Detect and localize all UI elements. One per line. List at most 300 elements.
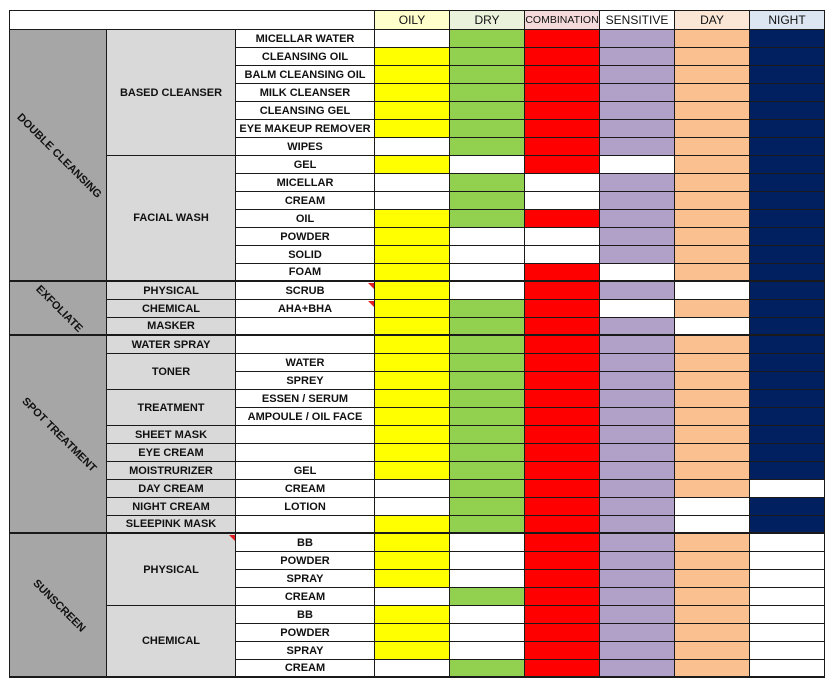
item-cell bbox=[236, 498, 375, 516]
color-cell-sensitive[interactable] bbox=[600, 120, 675, 138]
color-cell-oily[interactable] bbox=[375, 120, 450, 138]
color-cell-night[interactable] bbox=[750, 606, 825, 624]
color-cell-dry[interactable] bbox=[450, 462, 525, 480]
color-cell-oily[interactable] bbox=[375, 264, 450, 282]
color-cell-dry[interactable] bbox=[450, 552, 525, 570]
color-cell-day[interactable] bbox=[675, 480, 750, 498]
color-cell-oily[interactable] bbox=[375, 192, 450, 210]
category-cell bbox=[107, 426, 236, 444]
color-cell-oily[interactable] bbox=[375, 390, 450, 408]
color-cell-day[interactable] bbox=[675, 534, 750, 552]
color-cell-oily[interactable] bbox=[375, 102, 450, 120]
color-cell-day[interactable] bbox=[675, 426, 750, 444]
color-cell-dry[interactable] bbox=[450, 498, 525, 516]
color-cell-oily[interactable] bbox=[375, 606, 450, 624]
color-cell-sensitive[interactable] bbox=[600, 84, 675, 102]
color-cell-day[interactable] bbox=[675, 498, 750, 516]
color-cell-dry[interactable] bbox=[450, 444, 525, 462]
color-cell-sensitive[interactable] bbox=[600, 498, 675, 516]
color-cell-combination[interactable] bbox=[525, 210, 600, 228]
category-label: MASKER bbox=[147, 320, 195, 332]
color-cell-combination[interactable] bbox=[525, 228, 600, 246]
color-cell-combination[interactable] bbox=[525, 642, 600, 660]
color-cell-day[interactable] bbox=[675, 606, 750, 624]
color-cell-night[interactable] bbox=[750, 498, 825, 516]
color-cell-oily[interactable] bbox=[375, 300, 450, 318]
column-header-day[interactable]: DAY bbox=[675, 10, 750, 30]
color-cell-combination[interactable] bbox=[525, 336, 600, 354]
color-cell-sensitive[interactable] bbox=[600, 156, 675, 174]
color-cell-combination[interactable] bbox=[525, 246, 600, 264]
color-cell-sensitive[interactable] bbox=[600, 264, 675, 282]
color-cell-dry[interactable] bbox=[450, 426, 525, 444]
color-cell-oily[interactable] bbox=[375, 498, 450, 516]
color-cell-sensitive[interactable] bbox=[600, 624, 675, 642]
color-cell-sensitive[interactable] bbox=[600, 192, 675, 210]
color-cell-combination[interactable] bbox=[525, 462, 600, 480]
color-cell-day[interactable] bbox=[675, 624, 750, 642]
color-cell-night[interactable] bbox=[750, 354, 825, 372]
color-cell-sensitive[interactable] bbox=[600, 102, 675, 120]
color-cell-oily[interactable] bbox=[375, 462, 450, 480]
category-label: FACIAL WASH bbox=[133, 212, 209, 224]
item-cell bbox=[236, 642, 375, 660]
category-label: TONER bbox=[151, 365, 191, 378]
color-cell-night[interactable] bbox=[750, 30, 825, 48]
color-cell-dry[interactable] bbox=[450, 642, 525, 660]
color-cell-sensitive[interactable] bbox=[600, 588, 675, 606]
category-label: MOISTRURIZER bbox=[129, 464, 213, 477]
color-cell-night[interactable] bbox=[750, 282, 825, 300]
color-cell-combination[interactable] bbox=[525, 354, 600, 372]
item-label: POWDER bbox=[280, 626, 330, 639]
color-cell-night[interactable] bbox=[750, 408, 825, 426]
group-cell bbox=[9, 336, 107, 534]
color-cell-dry[interactable] bbox=[450, 534, 525, 552]
color-cell-day[interactable] bbox=[675, 462, 750, 480]
color-cell-day[interactable] bbox=[675, 390, 750, 408]
color-cell-day[interactable] bbox=[675, 660, 750, 678]
color-cell-day[interactable] bbox=[675, 192, 750, 210]
color-cell-combination[interactable] bbox=[525, 444, 600, 462]
color-cell-day[interactable] bbox=[675, 228, 750, 246]
category-label: SHEET MASK bbox=[134, 428, 208, 441]
column-header-dry[interactable]: DRY bbox=[450, 10, 525, 30]
color-cell-day[interactable] bbox=[675, 354, 750, 372]
item-label: BALM CLEANSING OIL bbox=[244, 68, 366, 81]
color-cell-oily[interactable] bbox=[375, 552, 450, 570]
color-cell-night[interactable] bbox=[750, 570, 825, 588]
color-cell-night[interactable] bbox=[750, 534, 825, 552]
color-cell-oily[interactable] bbox=[375, 336, 450, 354]
color-cell-combination[interactable] bbox=[525, 516, 600, 534]
color-cell-dry[interactable] bbox=[450, 48, 525, 66]
color-cell-day[interactable] bbox=[675, 570, 750, 588]
color-cell-night[interactable] bbox=[750, 102, 825, 120]
color-cell-dry[interactable] bbox=[450, 588, 525, 606]
item-label: ESSEN / SERUM bbox=[261, 392, 349, 405]
item-label: CLEANSING GEL bbox=[259, 104, 351, 117]
item-label: POWDER bbox=[280, 230, 330, 243]
color-cell-sensitive[interactable] bbox=[600, 354, 675, 372]
item-label: EYE MAKEUP REMOVER bbox=[239, 122, 371, 135]
color-cell-oily[interactable] bbox=[375, 318, 450, 336]
item-label: CREAM bbox=[284, 482, 326, 495]
item-cell bbox=[236, 84, 375, 102]
color-cell-sensitive[interactable] bbox=[600, 282, 675, 300]
group-label: SUNSCREEN bbox=[30, 577, 88, 635]
item-cell bbox=[236, 444, 375, 462]
color-cell-oily[interactable] bbox=[375, 282, 450, 300]
color-cell-day[interactable] bbox=[675, 642, 750, 660]
item-cell bbox=[236, 66, 375, 84]
color-cell-sensitive[interactable] bbox=[600, 660, 675, 678]
color-cell-night[interactable] bbox=[750, 156, 825, 174]
color-cell-combination[interactable] bbox=[525, 606, 600, 624]
color-cell-combination[interactable] bbox=[525, 102, 600, 120]
color-cell-sensitive[interactable] bbox=[600, 48, 675, 66]
color-cell-dry[interactable] bbox=[450, 282, 525, 300]
item-cell bbox=[236, 354, 375, 372]
color-cell-dry[interactable] bbox=[450, 390, 525, 408]
color-cell-oily[interactable] bbox=[375, 426, 450, 444]
column-header-night[interactable]: NIGHT bbox=[750, 10, 825, 30]
color-cell-combination[interactable] bbox=[525, 300, 600, 318]
item-label: MICELLAR WATER bbox=[255, 32, 355, 45]
column-header-oily[interactable]: OILY bbox=[375, 10, 450, 30]
color-cell-night[interactable] bbox=[750, 120, 825, 138]
color-cell-combination[interactable] bbox=[525, 30, 600, 48]
color-cell-day[interactable] bbox=[675, 372, 750, 390]
color-cell-combination[interactable] bbox=[525, 282, 600, 300]
item-cell bbox=[236, 408, 375, 426]
category-cell bbox=[107, 390, 236, 426]
color-cell-day[interactable] bbox=[675, 318, 750, 336]
color-cell-oily[interactable] bbox=[375, 246, 450, 264]
item-label: CREAM bbox=[284, 194, 326, 207]
color-cell-night[interactable] bbox=[750, 300, 825, 318]
color-cell-dry[interactable] bbox=[450, 192, 525, 210]
color-cell-dry[interactable] bbox=[450, 660, 525, 678]
item-cell bbox=[236, 30, 375, 48]
color-cell-dry[interactable] bbox=[450, 84, 525, 102]
color-cell-sensitive[interactable] bbox=[600, 390, 675, 408]
color-cell-combination[interactable] bbox=[525, 588, 600, 606]
item-label: WATER bbox=[285, 356, 325, 369]
item-cell bbox=[236, 192, 375, 210]
color-cell-night[interactable] bbox=[750, 264, 825, 282]
color-cell-day[interactable] bbox=[675, 66, 750, 84]
item-cell bbox=[236, 156, 375, 174]
category-cell bbox=[107, 480, 236, 498]
color-cell-day[interactable] bbox=[675, 48, 750, 66]
item-cell bbox=[236, 264, 375, 282]
color-cell-oily[interactable] bbox=[375, 642, 450, 660]
color-cell-night[interactable] bbox=[750, 480, 825, 498]
color-cell-combination[interactable] bbox=[525, 138, 600, 156]
color-cell-dry[interactable] bbox=[450, 102, 525, 120]
color-cell-combination[interactable] bbox=[525, 264, 600, 282]
color-cell-night[interactable] bbox=[750, 192, 825, 210]
color-cell-oily[interactable] bbox=[375, 588, 450, 606]
color-cell-day[interactable] bbox=[675, 336, 750, 354]
color-cell-day[interactable] bbox=[675, 588, 750, 606]
item-cell bbox=[236, 426, 375, 444]
item-cell bbox=[236, 48, 375, 66]
color-cell-oily[interactable] bbox=[375, 570, 450, 588]
color-cell-combination[interactable] bbox=[525, 570, 600, 588]
color-cell-dry[interactable] bbox=[450, 66, 525, 84]
color-cell-oily[interactable] bbox=[375, 48, 450, 66]
category-label: EYE CREAM bbox=[138, 446, 204, 459]
color-cell-combination[interactable] bbox=[525, 372, 600, 390]
item-cell bbox=[236, 372, 375, 390]
category-label: WATER SPRAY bbox=[131, 338, 211, 351]
color-cell-day[interactable] bbox=[675, 282, 750, 300]
item-cell bbox=[236, 228, 375, 246]
color-cell-night[interactable] bbox=[750, 210, 825, 228]
item-label: SCRUB bbox=[285, 284, 325, 297]
item-label: SPREY bbox=[286, 374, 324, 387]
color-cell-dry[interactable] bbox=[450, 606, 525, 624]
color-cell-night[interactable] bbox=[750, 426, 825, 444]
color-cell-oily[interactable] bbox=[375, 480, 450, 498]
category-label: DAY CREAM bbox=[138, 482, 204, 495]
item-label: MICELLAR bbox=[276, 176, 334, 189]
color-cell-day[interactable] bbox=[675, 444, 750, 462]
column-header-sensitive[interactable]: SENSITIVE bbox=[600, 10, 675, 30]
color-cell-day[interactable] bbox=[675, 138, 750, 156]
color-cell-day[interactable] bbox=[675, 30, 750, 48]
category-label: SLEEPINK MASK bbox=[125, 518, 217, 530]
item-cell bbox=[236, 390, 375, 408]
color-cell-dry[interactable] bbox=[450, 138, 525, 156]
color-cell-oily[interactable] bbox=[375, 138, 450, 156]
item-label: AHA+BHA bbox=[277, 302, 333, 315]
category-cell bbox=[107, 444, 236, 462]
color-cell-oily[interactable] bbox=[375, 354, 450, 372]
color-cell-oily[interactable] bbox=[375, 174, 450, 192]
color-cell-day[interactable] bbox=[675, 516, 750, 534]
color-cell-dry[interactable] bbox=[450, 480, 525, 498]
color-cell-sensitive[interactable] bbox=[600, 66, 675, 84]
item-cell bbox=[236, 480, 375, 498]
color-cell-oily[interactable] bbox=[375, 372, 450, 390]
category-label: PHYSICAL bbox=[143, 284, 199, 297]
header-blank bbox=[9, 10, 375, 30]
color-cell-dry[interactable] bbox=[450, 336, 525, 354]
item-label: LOTION bbox=[284, 500, 326, 513]
color-cell-sensitive[interactable] bbox=[600, 174, 675, 192]
item-cell bbox=[236, 588, 375, 606]
color-cell-oily[interactable] bbox=[375, 660, 450, 678]
color-cell-combination[interactable] bbox=[525, 192, 600, 210]
color-cell-oily[interactable] bbox=[375, 156, 450, 174]
color-cell-night[interactable] bbox=[750, 660, 825, 678]
item-cell bbox=[236, 246, 375, 264]
color-cell-sensitive[interactable] bbox=[600, 534, 675, 552]
color-cell-night[interactable] bbox=[750, 444, 825, 462]
color-cell-oily[interactable] bbox=[375, 444, 450, 462]
color-cell-night[interactable] bbox=[750, 516, 825, 534]
color-cell-oily[interactable] bbox=[375, 516, 450, 534]
color-cell-combination[interactable] bbox=[525, 480, 600, 498]
color-cell-combination[interactable] bbox=[525, 84, 600, 102]
category-cell bbox=[107, 498, 236, 516]
color-cell-combination[interactable] bbox=[525, 498, 600, 516]
color-cell-oily[interactable] bbox=[375, 624, 450, 642]
color-cell-combination[interactable] bbox=[525, 66, 600, 84]
item-label: CLEANSING OIL bbox=[261, 50, 349, 63]
color-cell-dry[interactable] bbox=[450, 570, 525, 588]
item-cell bbox=[236, 516, 375, 534]
color-cell-combination[interactable] bbox=[525, 174, 600, 192]
category-label: CHEMICAL bbox=[141, 302, 201, 315]
color-cell-combination[interactable] bbox=[525, 390, 600, 408]
color-cell-sensitive[interactable] bbox=[600, 372, 675, 390]
color-cell-oily[interactable] bbox=[375, 228, 450, 246]
color-cell-sensitive[interactable] bbox=[600, 642, 675, 660]
color-cell-sensitive[interactable] bbox=[600, 30, 675, 48]
color-cell-sensitive[interactable] bbox=[600, 552, 675, 570]
color-cell-sensitive[interactable] bbox=[600, 426, 675, 444]
category-label: TREATMENT bbox=[137, 401, 205, 414]
color-cell-oily[interactable] bbox=[375, 84, 450, 102]
color-cell-combination[interactable] bbox=[525, 426, 600, 444]
comment-indicator bbox=[368, 301, 374, 307]
color-cell-oily[interactable] bbox=[375, 210, 450, 228]
color-cell-day[interactable] bbox=[675, 246, 750, 264]
color-cell-dry[interactable] bbox=[450, 120, 525, 138]
color-cell-sensitive[interactable] bbox=[600, 318, 675, 336]
item-label: POWDER bbox=[280, 554, 330, 567]
color-cell-day[interactable] bbox=[675, 84, 750, 102]
color-cell-sensitive[interactable] bbox=[600, 570, 675, 588]
item-cell bbox=[236, 120, 375, 138]
color-cell-night[interactable] bbox=[750, 318, 825, 336]
color-cell-sensitive[interactable] bbox=[600, 138, 675, 156]
item-cell bbox=[236, 210, 375, 228]
color-cell-combination[interactable] bbox=[525, 552, 600, 570]
color-cell-sensitive[interactable] bbox=[600, 246, 675, 264]
color-cell-dry[interactable] bbox=[450, 264, 525, 282]
color-cell-day[interactable] bbox=[675, 552, 750, 570]
color-cell-oily[interactable] bbox=[375, 30, 450, 48]
item-cell bbox=[236, 462, 375, 480]
color-cell-sensitive[interactable] bbox=[600, 228, 675, 246]
color-cell-night[interactable] bbox=[750, 48, 825, 66]
group-cell bbox=[9, 30, 107, 282]
item-label: GEL bbox=[293, 158, 317, 171]
color-cell-dry[interactable] bbox=[450, 228, 525, 246]
color-cell-combination[interactable] bbox=[525, 660, 600, 678]
color-cell-dry[interactable] bbox=[450, 624, 525, 642]
color-cell-day[interactable] bbox=[675, 156, 750, 174]
color-cell-dry[interactable] bbox=[450, 300, 525, 318]
column-header-combination[interactable]: COMBINATION bbox=[525, 10, 600, 30]
category-cell bbox=[107, 156, 236, 282]
item-cell bbox=[236, 606, 375, 624]
color-cell-night[interactable] bbox=[750, 552, 825, 570]
color-cell-combination[interactable] bbox=[525, 408, 600, 426]
category-label: NIGHT CREAM bbox=[132, 500, 210, 513]
item-label: BB bbox=[297, 608, 313, 621]
color-cell-day[interactable] bbox=[675, 174, 750, 192]
color-cell-night[interactable] bbox=[750, 390, 825, 408]
color-cell-dry[interactable] bbox=[450, 174, 525, 192]
color-cell-night[interactable] bbox=[750, 462, 825, 480]
item-label: CREAM bbox=[284, 590, 326, 603]
color-cell-dry[interactable] bbox=[450, 318, 525, 336]
color-cell-dry[interactable] bbox=[450, 516, 525, 534]
color-cell-dry[interactable] bbox=[450, 354, 525, 372]
color-cell-day[interactable] bbox=[675, 408, 750, 426]
color-cell-combination[interactable] bbox=[525, 120, 600, 138]
color-cell-oily[interactable] bbox=[375, 534, 450, 552]
color-cell-day[interactable] bbox=[675, 210, 750, 228]
color-cell-day[interactable] bbox=[675, 120, 750, 138]
color-cell-night[interactable] bbox=[750, 174, 825, 192]
color-cell-sensitive[interactable] bbox=[600, 408, 675, 426]
color-cell-combination[interactable] bbox=[525, 156, 600, 174]
item-label: CREAM bbox=[284, 662, 326, 674]
color-cell-day[interactable] bbox=[675, 102, 750, 120]
color-cell-combination[interactable] bbox=[525, 48, 600, 66]
color-cell-night[interactable] bbox=[750, 84, 825, 102]
color-cell-oily[interactable] bbox=[375, 408, 450, 426]
color-cell-night[interactable] bbox=[750, 372, 825, 390]
item-label: FOAM bbox=[288, 266, 322, 278]
color-cell-night[interactable] bbox=[750, 246, 825, 264]
group-cell bbox=[9, 282, 107, 336]
color-cell-sensitive[interactable] bbox=[600, 606, 675, 624]
color-cell-combination[interactable] bbox=[525, 624, 600, 642]
color-cell-dry[interactable] bbox=[450, 156, 525, 174]
color-cell-night[interactable] bbox=[750, 66, 825, 84]
category-label: BASED CLEANSER bbox=[119, 86, 223, 99]
color-cell-night[interactable] bbox=[750, 138, 825, 156]
color-cell-sensitive[interactable] bbox=[600, 516, 675, 534]
color-cell-night[interactable] bbox=[750, 228, 825, 246]
color-cell-dry[interactable] bbox=[450, 408, 525, 426]
color-cell-day[interactable] bbox=[675, 264, 750, 282]
color-cell-combination[interactable] bbox=[525, 534, 600, 552]
color-cell-combination[interactable] bbox=[525, 318, 600, 336]
comment-indicator bbox=[229, 535, 235, 541]
group-label: SPOT TREATMENT bbox=[19, 395, 99, 475]
color-cell-sensitive[interactable] bbox=[600, 210, 675, 228]
item-cell bbox=[236, 624, 375, 642]
color-cell-night[interactable] bbox=[750, 624, 825, 642]
color-cell-night[interactable] bbox=[750, 642, 825, 660]
color-cell-oily[interactable] bbox=[375, 66, 450, 84]
color-cell-sensitive[interactable] bbox=[600, 300, 675, 318]
color-cell-dry[interactable] bbox=[450, 372, 525, 390]
color-cell-night[interactable] bbox=[750, 336, 825, 354]
color-cell-sensitive[interactable] bbox=[600, 444, 675, 462]
color-cell-dry[interactable] bbox=[450, 246, 525, 264]
color-cell-dry[interactable] bbox=[450, 30, 525, 48]
color-cell-night[interactable] bbox=[750, 588, 825, 606]
item-cell bbox=[236, 570, 375, 588]
color-cell-dry[interactable] bbox=[450, 210, 525, 228]
color-cell-day[interactable] bbox=[675, 300, 750, 318]
color-cell-sensitive[interactable] bbox=[600, 336, 675, 354]
color-cell-sensitive[interactable] bbox=[600, 462, 675, 480]
item-cell bbox=[236, 534, 375, 552]
category-label: PHYSICAL bbox=[143, 563, 199, 576]
color-cell-sensitive[interactable] bbox=[600, 480, 675, 498]
